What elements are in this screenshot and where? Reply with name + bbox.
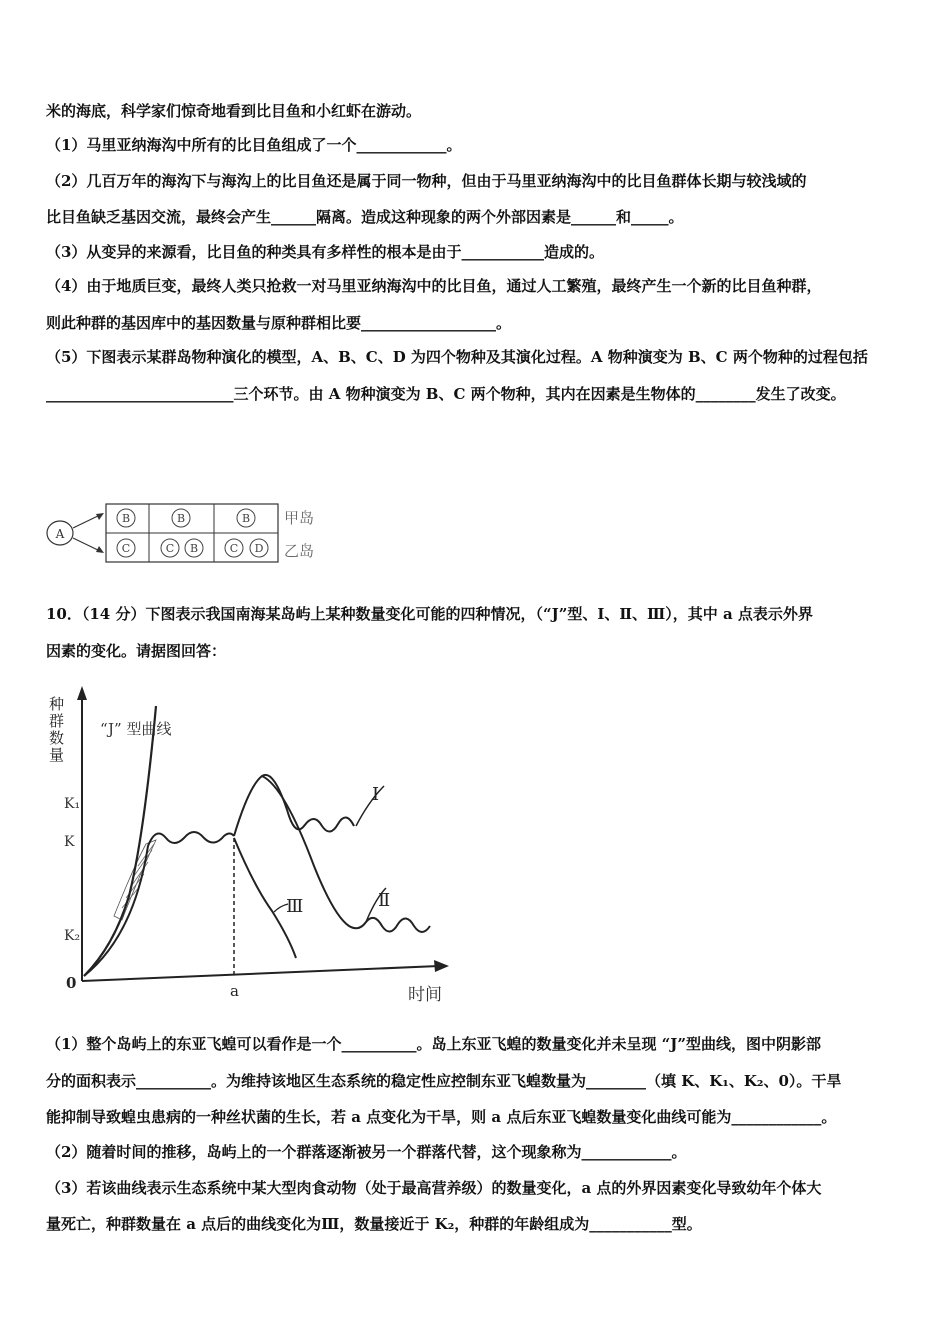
svg-text:B: B bbox=[176, 512, 186, 525]
species-a-label: A bbox=[55, 527, 65, 541]
y-axis-arrow bbox=[77, 686, 87, 700]
x-axis-arrow bbox=[434, 960, 449, 972]
row2-species-b bbox=[185, 539, 203, 557]
q10-part3-line1: （3）若该曲线表示生态系统中某大型肉食动物（处于最高营养级）的数量变化，a 点的外界因素变化导致幼年个体大 bbox=[46, 1179, 822, 1197]
svg-text:C: C bbox=[229, 542, 239, 555]
q9-part2-line1: （2）几百万年的海沟下与海沟上的比目鱼还是属于同一物种，但由于马里亚纳海沟中的比目鱼群体长期与较浅域的 bbox=[46, 172, 807, 190]
curve-iii-label: Ⅲ bbox=[286, 896, 304, 917]
q10-part3-line2: 量死亡，种群数量在 a 点后的曲线变化为Ⅲ，数量接近于 K₂，种群的年龄组成为___________型。 bbox=[46, 1215, 702, 1233]
curve-i-label: Ⅰ bbox=[372, 784, 380, 805]
x-marker-a: a bbox=[230, 982, 239, 1000]
row1-species-b-3 bbox=[237, 509, 255, 527]
j-curve bbox=[84, 706, 156, 976]
q9-part5-line2: _________________________三个环节。由 A 物种演变为 B、C 两个物种，其内在因素是生物体的________发生了改变。 bbox=[46, 385, 846, 403]
row2-species-d bbox=[250, 539, 268, 557]
q10-part1-line3: 能抑制导致蝗虫患病的一种丝状菌的生长，若 a 点变化为干旱，则 a 点后东亚飞蝗数量变化曲线可能为____________。 bbox=[46, 1108, 837, 1126]
y-axis-label: 种群数量 bbox=[47, 696, 65, 764]
island-jia-label: 甲岛 bbox=[284, 509, 315, 527]
q9-part5-line1: （5）下图表示某群岛物种演化的模型，A、B、C、D 为四个物种及其演化过程。A 物种演变为 B、C 两个物种的过程包括 bbox=[46, 348, 868, 366]
curve-i bbox=[234, 775, 354, 836]
curve-ii-label: Ⅱ bbox=[378, 890, 391, 911]
q9-intro-line: 米的海底，科学家们惊奇地看到比目鱼和小红虾在游动。 bbox=[46, 102, 422, 120]
q10-part1-line2: 分的面积表示__________。为维持该地区生态系统的稳定性应控制东亚飞蝗数量为________（填 K、K₁、K₂、0）。干旱 bbox=[46, 1072, 842, 1090]
q10-stem-line2: 因素的变化。请据图回答： bbox=[46, 642, 227, 660]
j-curve-label: “J” 型曲线 bbox=[100, 720, 172, 738]
q10-part2: （2）随着时间的推移，岛屿上的一个群落逐渐被另一个群落代替，这个现象称为____________。 bbox=[46, 1143, 687, 1161]
q10-part1-line1: （1）整个岛屿上的东亚飞蝗可以看作是一个__________。岛上东亚飞蝗的数量变化并未呈现 “J”型曲线，图中阴影部 bbox=[46, 1035, 822, 1053]
svg-text:B: B bbox=[241, 512, 251, 525]
q9-part4-line2: 则此种群的基因库中的基因数量与原种群相比要__________________。 bbox=[46, 314, 512, 332]
q9-part1: （1）马里亚纳海沟中所有的比目鱼组成了一个____________。 bbox=[46, 136, 462, 154]
svg-text:C: C bbox=[121, 542, 131, 555]
x-axis-label: 时间 bbox=[408, 985, 442, 1005]
population-curve-chart bbox=[44, 676, 464, 1006]
svg-text:D: D bbox=[254, 542, 264, 555]
svg-text:B: B bbox=[189, 542, 199, 555]
island-species-figure bbox=[44, 498, 334, 568]
q9-part4-line1: （4）由于地质巨变，最终人类只抢救一对马里亚纳海沟中的比目鱼，通过人工繁殖，最终产生一个新的比目鱼种群， bbox=[46, 277, 822, 295]
origin-label: 0 bbox=[66, 974, 77, 992]
svg-text:B: B bbox=[121, 512, 131, 525]
island-yi-label: 乙岛 bbox=[284, 542, 315, 560]
row1-species-b-2 bbox=[172, 509, 190, 527]
row2-species-c-3 bbox=[225, 539, 243, 557]
species-a-circle bbox=[47, 521, 73, 545]
row1-species-b-1 bbox=[117, 509, 135, 527]
q9-part2-line2: 比目鱼缺乏基因交流，最终会产生______隔离。造成这种现象的两个外部因素是______和_____。 bbox=[46, 208, 684, 226]
q9-part3: （3）从变异的来源看，比目鱼的种类具有多样性的根本是由于___________造成的。 bbox=[46, 243, 604, 261]
svg-text:C: C bbox=[165, 542, 175, 555]
q10-stem-line1: 10．（14 分）下图表示我国南海某岛屿上某种数量变化可能的四种情况，（“J”型、Ⅰ、Ⅱ、Ⅲ），其中 a 点表示外界 bbox=[46, 605, 813, 623]
y-tick-k2: K₂ bbox=[64, 928, 81, 944]
shaded-area-outline bbox=[114, 840, 156, 920]
row2-species-c-2 bbox=[161, 539, 179, 557]
x-axis bbox=[82, 966, 439, 981]
s-curve bbox=[84, 832, 234, 976]
row2-species-c-1 bbox=[117, 539, 135, 557]
y-tick-k1: K₁ bbox=[64, 796, 81, 812]
y-tick-k: K bbox=[64, 834, 75, 850]
